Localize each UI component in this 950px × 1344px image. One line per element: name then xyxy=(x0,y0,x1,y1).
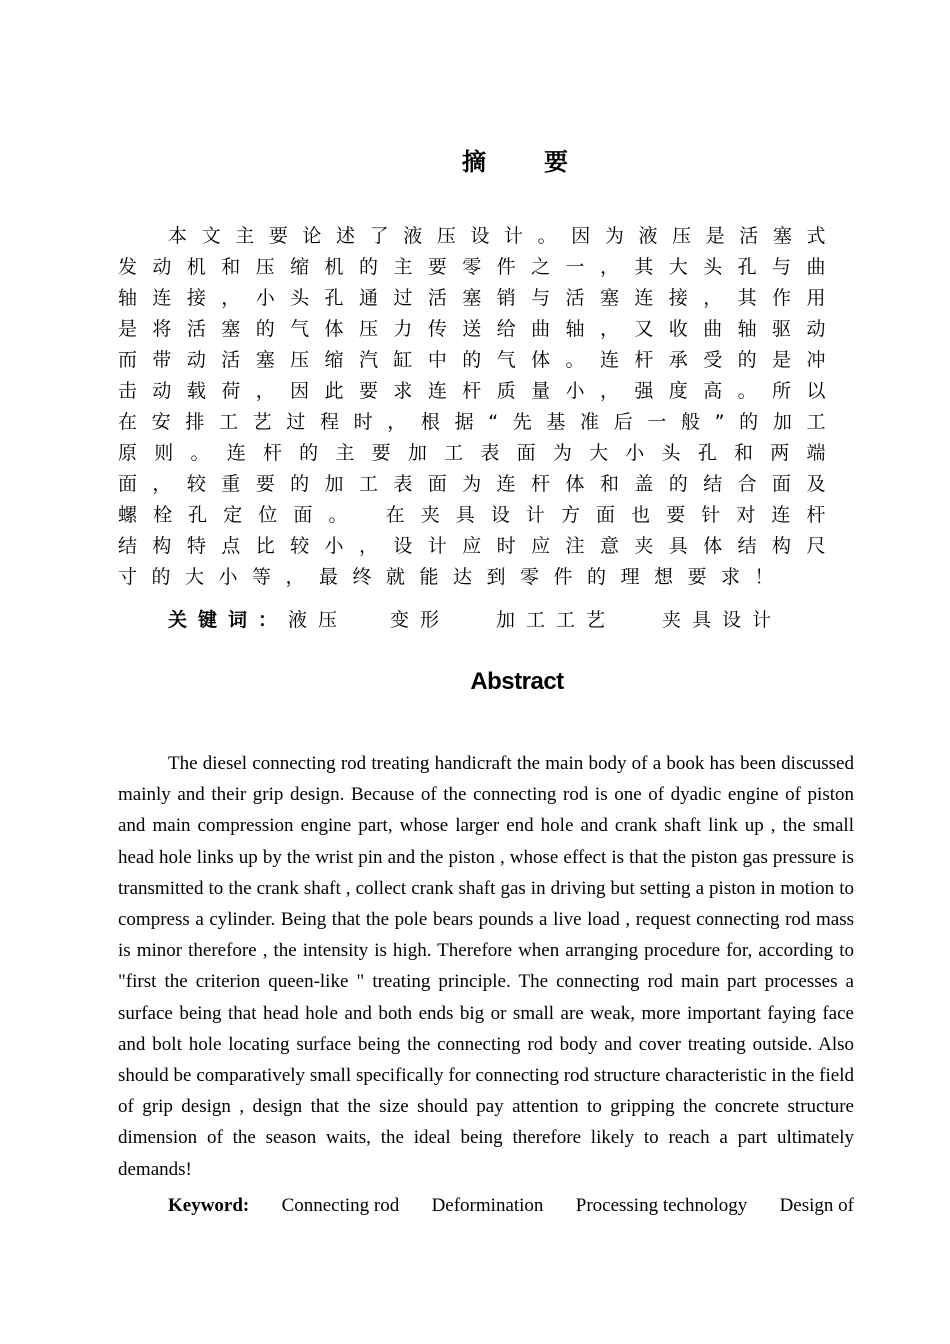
english-keyword: Deformination xyxy=(431,1195,544,1216)
english-keywords-label: Keyword: xyxy=(168,1195,250,1216)
chinese-abstract-body: 本文主要论述了液压设计。因为液压是活塞式发动机和压缩机的主要零件之一，其大头孔与曲轴连接，小头孔通过活塞销与活塞连接，其作用是将活塞的气体压力传送给曲轴，又收曲轴驱动而带动活塞压缩汽缸中的气体。连杆承受的是冲击动载荷，因此要求连杆质量小，强度高。所以在安排工艺过程时，根据“先基准后一般”的加工原则。连杆的主要加工表面为大小头孔和两端面，较重要的加工表面为连杆体和盖的结合面及螺栓孔定位面。 在夹具设计方面也要针对连杆结构特点比较小，设计应时应注意夹具体结构尺寸的大小等，最终就能达到零件的理想要求！ xyxy=(118,225,840,588)
chinese-keywords-label: 关键词： xyxy=(168,609,289,631)
english-keyword: Design of xyxy=(779,1195,854,1216)
title-char-1: 摘 xyxy=(462,148,490,176)
english-keyword: Connecting rod xyxy=(281,1195,400,1216)
chinese-keywords xyxy=(168,605,782,632)
chinese-keyword: 液压 xyxy=(288,609,349,631)
chinese-keyword: 加工工艺 xyxy=(496,609,617,631)
english-keywords xyxy=(168,1195,854,1217)
chinese-abstract-title xyxy=(0,142,950,177)
english-abstract-title: Abstract xyxy=(470,668,564,695)
chinese-keyword: 夹具设计 xyxy=(662,609,783,631)
english-abstract-body: The diesel connecting rod treating handicraft the main body of a book has been discussed mainly and their grip design. Because of the connecting rod is one of dyadic engine of piston and main compression engine part, whose larger end hole and crank shaft link up , the small head hole links up by the wrist pin and the piston , whose effect is that the piston gas pressure is transmitted to the crank shaft , collect crank shaft gas in driving but setting a piston in motion to compress a cylinder. Being that the pole bears pounds a live load , request connecting rod mass is minor therefore , the intensity is high. Therefore when arranging procedure for, according to "first the criterion queen-like " treating principle. The connecting rod main part processes a surface being that head hole and both ends big or small are weak, more important faying face and bolt hole locating surface being the connecting rod body and cover treating outside. Also should be comparatively small specifically for connecting rod structure characteristic in the field of grip design , design that the size should pay attention to gripping the concrete structure dimension of the season waits, the ideal being therefore likely to reach a part ultimately demands! xyxy=(118,753,854,1180)
chinese-keyword: 变形 xyxy=(390,609,451,631)
english-keyword: Processing technology xyxy=(575,1195,748,1216)
title-char-2: 要 xyxy=(544,148,572,176)
